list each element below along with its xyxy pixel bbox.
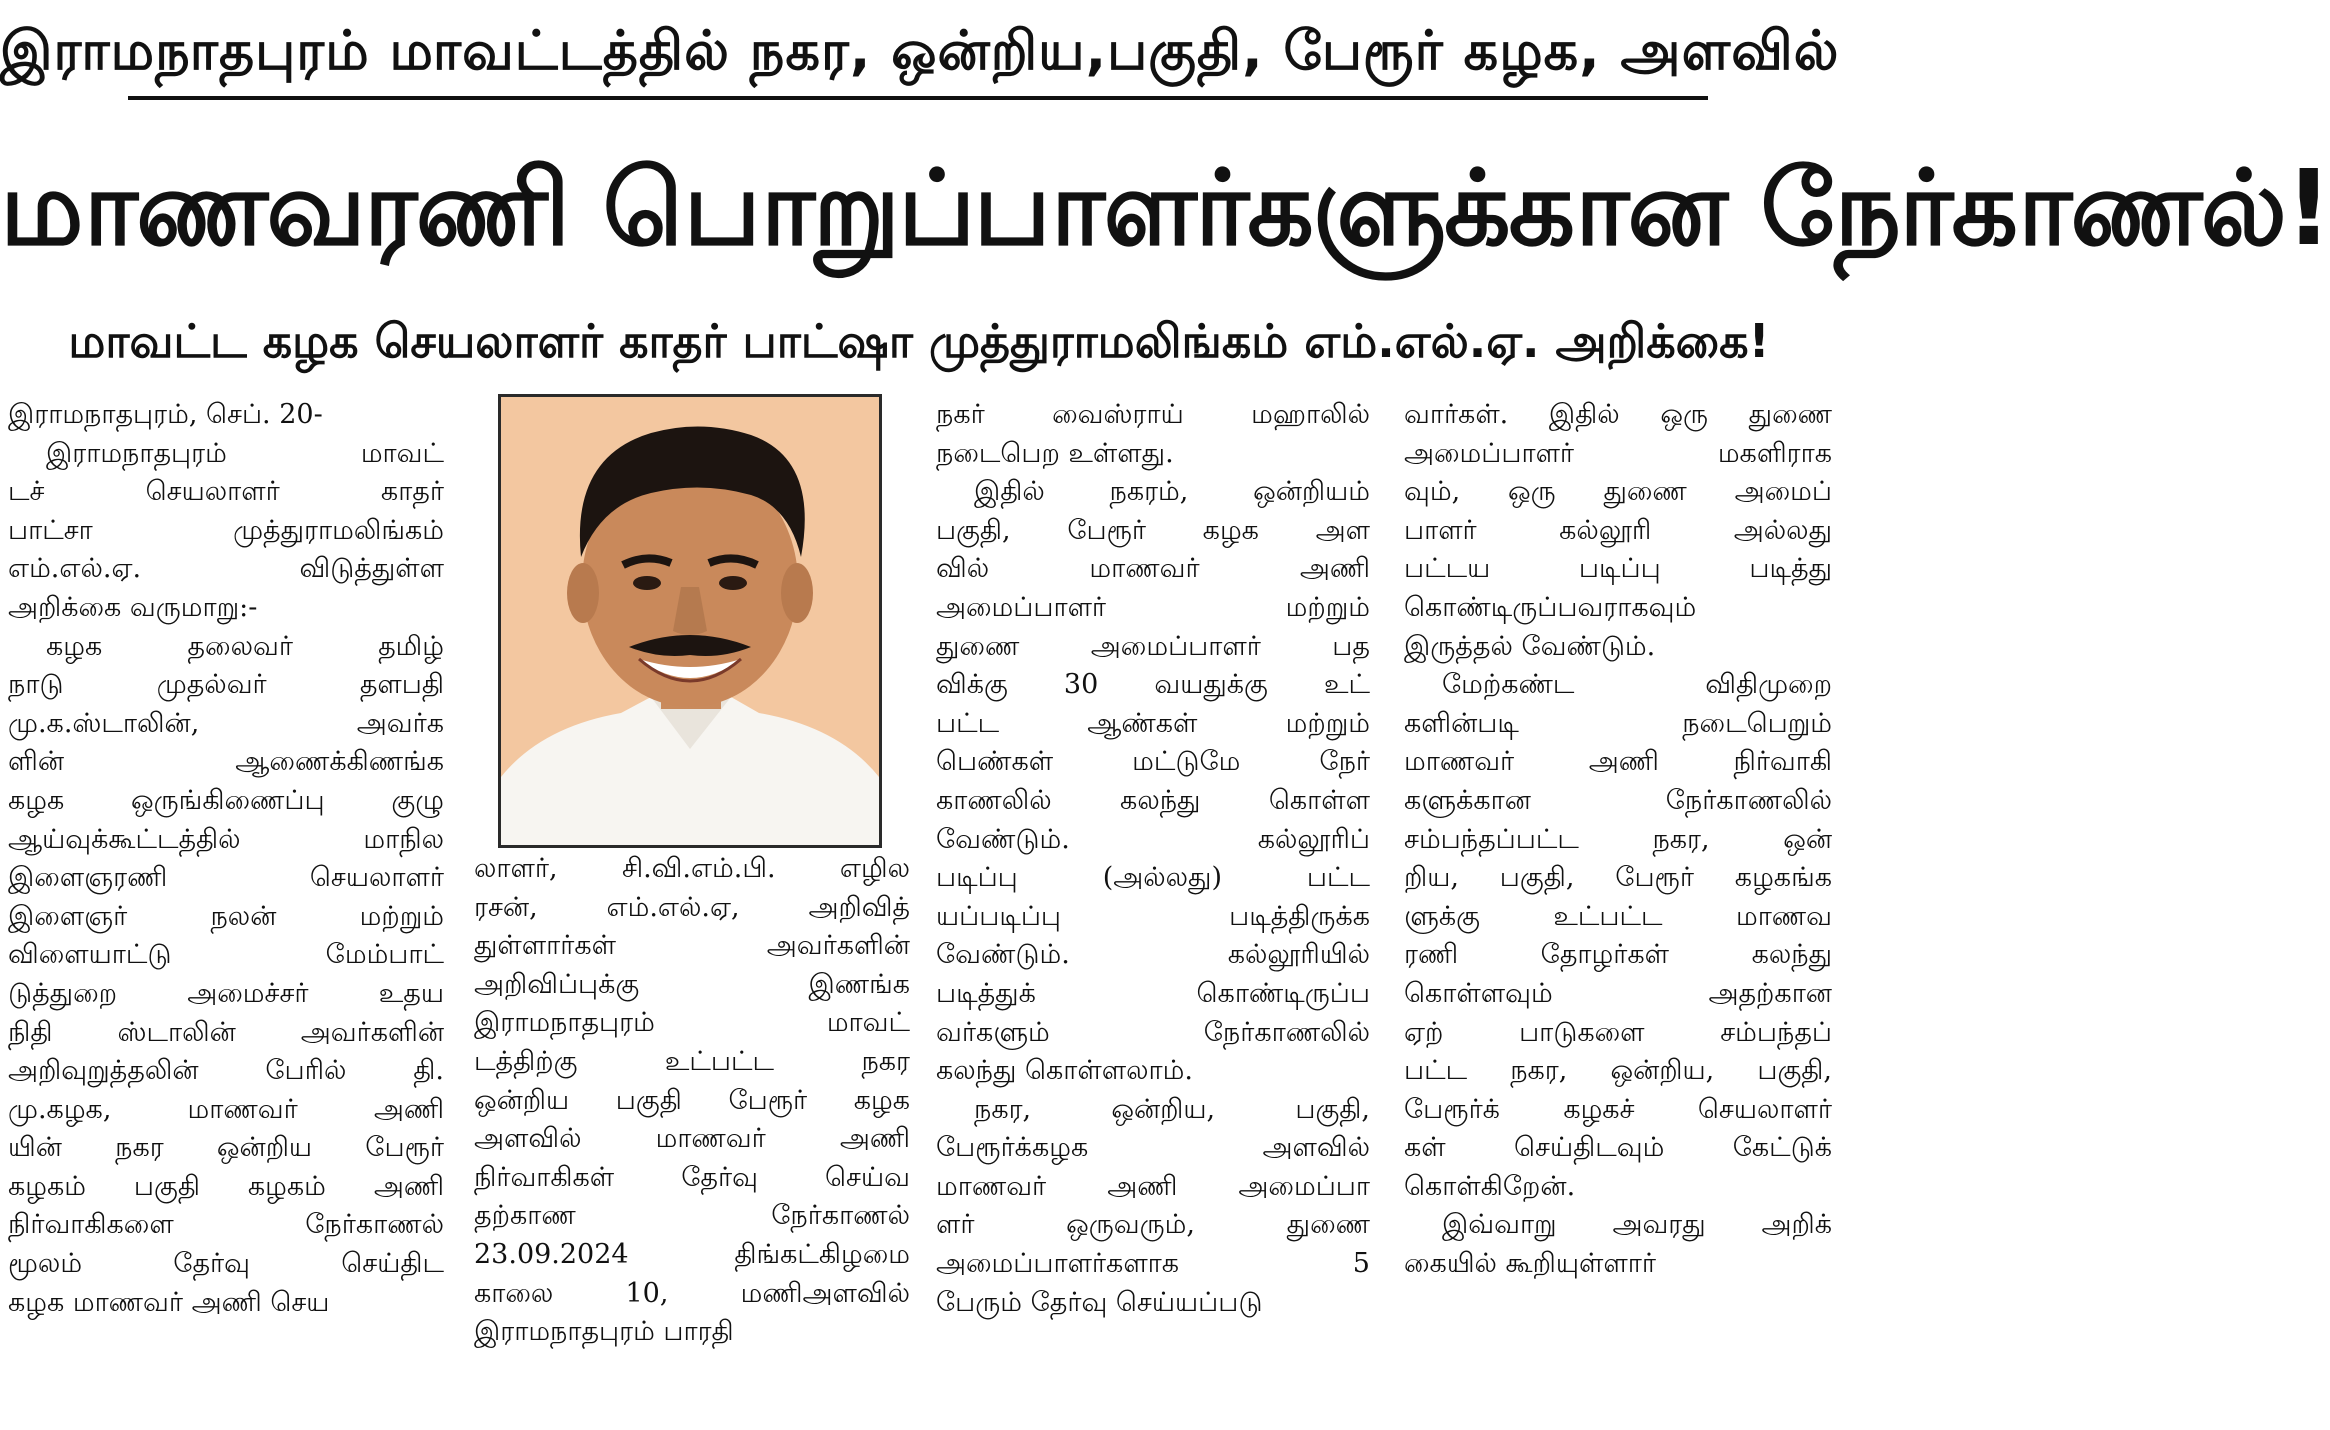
article-line: வார்கள். இதில் ஒரு துணை: [1404, 399, 1832, 430]
article-line: ரசன், எம்.எல்.ஏ, அறிவித்: [474, 891, 910, 923]
article-column-2: [474, 850, 910, 1352]
article-line: பாட்சா முத்துராமலிங்கம்: [8, 514, 444, 546]
article-line: காணலில் கலந்து கொள்ள: [936, 784, 1370, 816]
article-line: வும், ஒரு துணை அமைப்: [1404, 476, 1832, 508]
article-line: துள்ளார்கள் அவர்களின்: [474, 930, 910, 962]
article-line: இருத்தல் வேண்டும்.: [1404, 630, 1656, 662]
article-line: மு.கழக, மாணவர் அணி: [8, 1093, 444, 1125]
article-line: யப்படிப்பு படித்திருக்க: [936, 900, 1370, 932]
article-line: அறிக்கை வருமாறு:-: [8, 591, 258, 623]
article-line: ளின் ஆணைக்கிணங்க: [8, 746, 444, 778]
article-line: மாணவர் அணி அமைப்பா: [936, 1170, 1370, 1202]
article-line: நிதி ஸ்டாலின் அவர்களின்: [8, 1016, 444, 1048]
portrait-photo: [498, 394, 882, 848]
article-line: அமைப்பாளர் மகளிராக: [1404, 437, 1832, 469]
article-line: களுக்கான நேர்காணலில்: [1404, 784, 1832, 816]
article-line: கையில் கூறியுள்ளார்: [1404, 1248, 1656, 1280]
article-line: மேற்கண்ட விதிமுறை: [1442, 669, 1832, 701]
article-line: பட்ட நகர, ஒன்றிய, பகுதி,: [1404, 1055, 1832, 1087]
article-line: நாடு முதல்வர் தளபதி: [8, 669, 444, 701]
article-line: தற்காண நேர்காணல்: [474, 1200, 910, 1232]
article-line: கழக மாணவர் அணி செய: [8, 1286, 330, 1318]
article-line: அறிவிப்புக்கு இணங்க: [474, 968, 910, 1000]
article-line: 23.09.2024 திங்கட்கிழமை: [474, 1238, 910, 1270]
article-line: கழகம் பகுதி கழகம் அணி: [8, 1170, 444, 1202]
article-column-3: [936, 396, 1370, 1322]
article-line: இராமநாதபுரம் பாரதி: [474, 1316, 734, 1348]
article-line: பேரூர்க்கழக அளவில்: [936, 1132, 1370, 1164]
article-line: ரணி தோழர்கள் கலந்து: [1404, 939, 1832, 971]
article-line: றிய, பகுதி, பேரூர் கழகங்க: [1404, 862, 1832, 894]
article-line: இராமநாதபுரம் மாவட்: [46, 437, 444, 469]
article-line: களின்படி நடைபெறும்: [1404, 707, 1832, 739]
article-line: லாளர், சி.வி.எம்.பி. எழில: [474, 853, 910, 884]
article-line: பேரூர்க் கழகச் செயலாளர்: [1404, 1093, 1832, 1125]
article-line: வேண்டும். கல்லூரியில்: [936, 939, 1370, 971]
article-column-1: [8, 396, 444, 1322]
article-line: பெண்கள் மட்டுமே நேர்: [936, 746, 1370, 778]
article-line: இளைஞர் நலன் மற்றும்: [8, 900, 444, 932]
article-line: மு.க.ஸ்டாலின், அவர்க: [8, 707, 444, 739]
article-line: பட்ட ஆண்கள் மற்றும்: [936, 707, 1370, 739]
article-line: டத்திற்கு உட்பட்ட நகர: [474, 1045, 910, 1077]
article-line: ளுக்கு உட்பட்ட மாணவ: [1404, 900, 1832, 932]
article-column-4: [1404, 396, 1832, 1284]
article-line: இவ்வாறு அவரது அறிக்: [1442, 1209, 1832, 1241]
article-line: கழக தலைவர் தமிழ்: [46, 630, 444, 662]
article-line: ளர் ஒருவரும், துணை: [936, 1209, 1370, 1241]
article-line: ஏற் பாடுகளை சம்பந்தப்: [1404, 1016, 1832, 1048]
article-line: துணை அமைப்பாளர் பத: [936, 630, 1370, 662]
article-line: மூலம் தேர்வு செய்திட: [8, 1248, 444, 1280]
article-line: கொண்டிருப்பவராகவும்: [1404, 591, 1697, 623]
article-line: கலந்து கொள்ளலாம்.: [936, 1055, 1193, 1087]
article-line: அளவில் மாணவர் அணி: [474, 1123, 910, 1155]
article-line: இளைஞரணி செயலாளர்: [8, 862, 444, 894]
article-line: பாளர் கல்லூரி அல்லது: [1404, 514, 1832, 546]
article-line: கழக ஒருங்கிணைப்பு குழு: [8, 784, 444, 816]
article-line: வர்களும் நேர்காணலில்: [936, 1016, 1370, 1048]
article-line: டுத்துறை அமைச்சர் உதய: [8, 977, 444, 1009]
article-line: நடைபெற உள்ளது.: [936, 437, 1174, 469]
article-line: சம்பந்தப்பட்ட நகர, ஒன்: [1404, 823, 1832, 855]
kicker-underline: [128, 96, 1708, 100]
article-line: விளையாட்டு மேம்பாட்: [8, 939, 444, 971]
article-line: அமைப்பாளர்களாக 5: [936, 1248, 1370, 1280]
article-line: ஆய்வுக்கூட்டத்தில் மாநில: [8, 823, 444, 855]
article-line: நிர்வாகிகளை நேர்காணல்: [8, 1209, 444, 1241]
article-line: இதில் நகரம், ஒன்றியம்: [974, 476, 1370, 508]
article-line: அறிவுறுத்தலின் பேரில் தி.: [8, 1055, 444, 1087]
article-line: படித்துக் கொண்டிருப்ப: [936, 977, 1370, 1009]
article-line: படிப்பு (அல்லது) பட்ட: [936, 862, 1370, 894]
article-line: யின் நகர ஒன்றிய பேரூர்: [8, 1132, 444, 1164]
article-line: கொள்ளவும் அதற்கான: [1404, 977, 1832, 1009]
article-line: கள் செய்திடவும் கேட்டுக்: [1404, 1132, 1832, 1164]
article-line: நகர, ஒன்றிய, பகுதி,: [974, 1093, 1370, 1125]
article-line: காலை 10, மணிஅளவில்: [474, 1277, 910, 1309]
subheadline: மாவட்ட கழக செயலாளர் காதர் பாட்ஷா முத்துராமலிங்கம் எம்.எல்.ஏ. அறிக்கை!: [68, 314, 1770, 368]
article-line: அமைப்பாளர் மற்றும்: [936, 591, 1370, 623]
article-line: இராமநாதபுரம், செப். 20-: [8, 399, 323, 430]
headline: மாணவரணி பொறுப்பாளர்களுக்கான நேர்காணல்!: [0, 147, 2330, 269]
article-line: இராமநாதபுரம் மாவட்: [474, 1007, 910, 1039]
article-line: நகர் வைஸ்ராய் மஹாலில்: [936, 399, 1370, 430]
article-line: வில் மாணவர் அணி: [936, 553, 1370, 585]
kicker-line: இராமநாதபுரம் மாவட்டத்தில் நகர, ஒன்றிய,பகுதி, பேரூர் கழக, அளவில்: [0, 19, 1840, 82]
article-line: வேண்டும். கல்லூரிப்: [936, 823, 1370, 855]
article-line: டச் செயலாளர் காதர்: [8, 476, 444, 508]
article-line: மாணவர் அணி நிர்வாகி: [1404, 746, 1832, 778]
article-line: ஒன்றிய பகுதி பேரூர் கழக: [474, 1084, 910, 1116]
article-line: பட்டய படிப்பு படித்து: [1404, 553, 1832, 585]
article-line: எம்.எல்.ஏ. விடுத்துள்ள: [8, 553, 444, 585]
portrait-illustration: [501, 397, 879, 845]
article-line: பேரும் தேர்வு செய்யப்படு: [936, 1286, 1263, 1318]
article-line: கொள்கிறேன்.: [1404, 1170, 1576, 1202]
article-line: நிர்வாகிகள் தேர்வு செய்வ: [474, 1161, 910, 1193]
article-line: பகுதி, பேரூர் கழக அள: [936, 514, 1370, 546]
article-line: விக்கு 30 வயதுக்கு உட்: [936, 669, 1370, 701]
